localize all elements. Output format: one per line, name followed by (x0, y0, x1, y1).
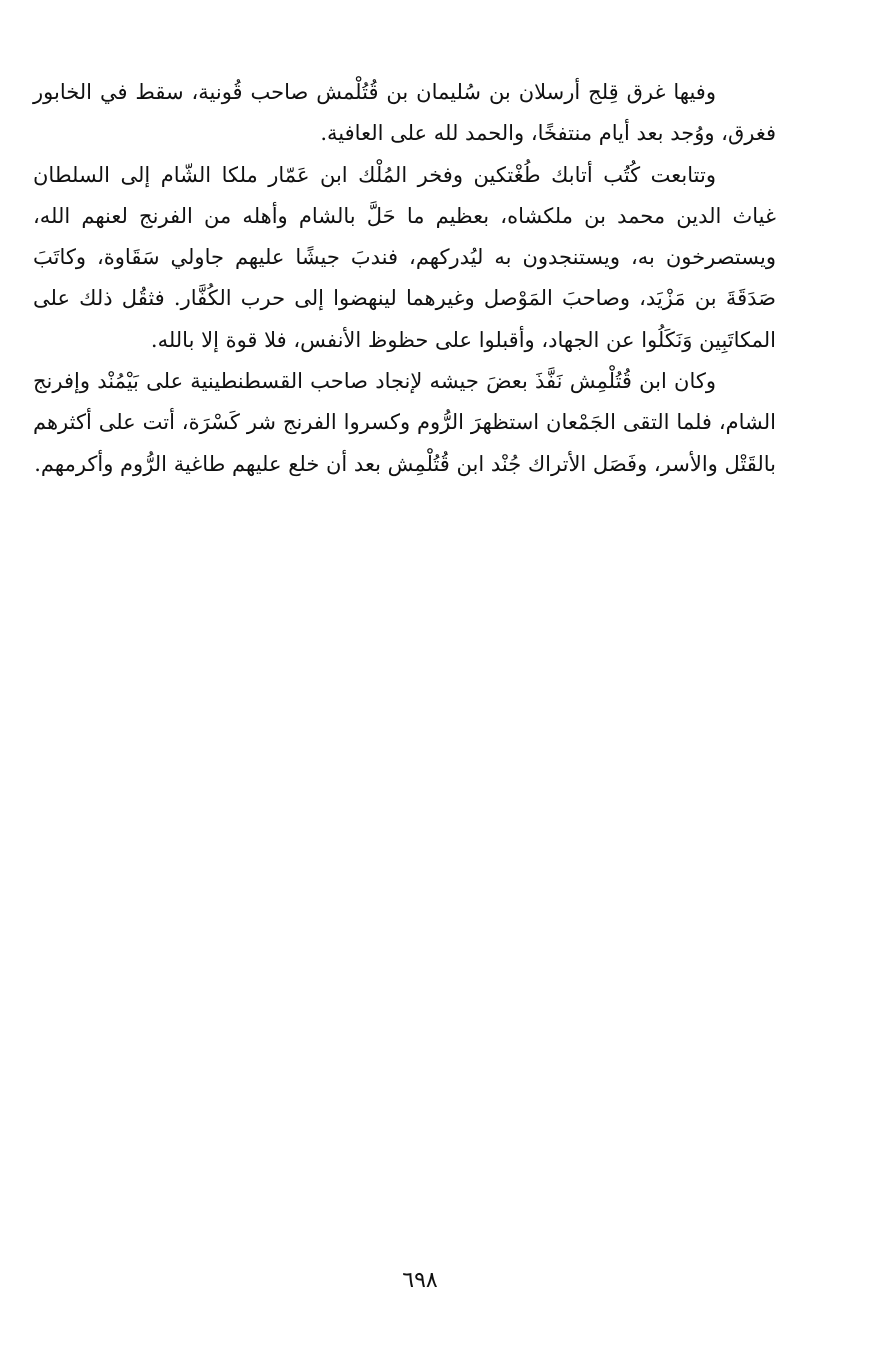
paragraph-1: وفيها غرق قِلج أرسلان بن سُليمان بن قُتُلْمش صاحب قُونية، سقط في الخابور فغرق، ووُجد بعد أيام منتفخًا، والحمد لله على العافية. (33, 80, 776, 146)
paragraph-3: وكان ابن قُتُلْمِش نَفَّذَ بعضَ جيشه لإنجاد صاحب القسطنطينية على بَيْمُنْد وإفرنج الشام، فلما التقى الجَمْعان استظهرَ الرُّوم وكسروا الفرنج شر كَسْرَة، أتت على أكثرهم بالقَتْل والأسر، وفَصَل الأتراك جُنْد ابن قُتُلْمِش بعد أن خلع عليهم طاغية الرُّوم وأكرمهم. (33, 369, 776, 476)
paragraph-2: وتتابعت كُتُب أتابك طُغْتكين وفخر المُلْك ابن عَمّار ملكا الشّام إلى السلطان غياث الدين محمد بن ملكشاه، بعظيم ما حَلَّ بالشام وأهله من الفرنج لعنهم الله، ويستصرخون به، ويستنجدون به ليُدركهم، فندبَ جيشًا عليهم جاولي سَقَاوة، وكاتَبَ صَدَقَةَ بن مَزْيَد، وصاحبَ المَوْصل وغيرهما لينهضوا إلى حرب الكُفَّار. فثقُل ذلك على المكاتَبِين وَنَكَلُوا عن الجهاد، وأقبلوا على حظوظ الأنفس، فلا قوة إلا بالله. (33, 162, 776, 352)
page-number: ٦٩٨ (402, 1268, 438, 1293)
body-text (33, 72, 776, 485)
